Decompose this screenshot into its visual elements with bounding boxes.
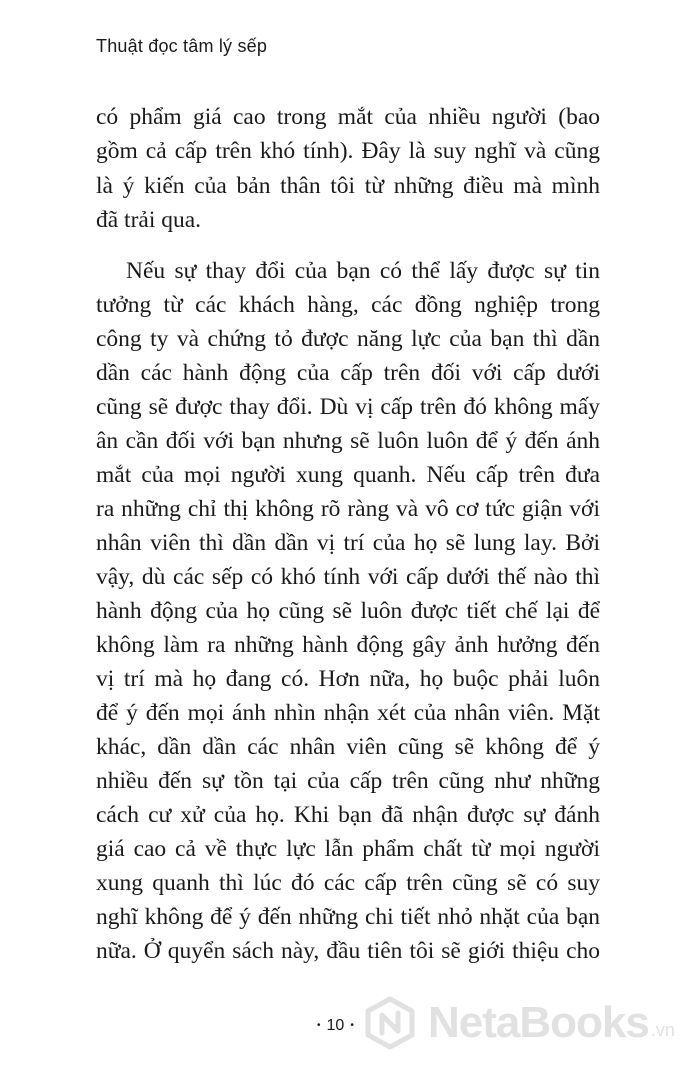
text-line: dần các hành động của cấp trên đối với cấp dưới bbox=[96, 360, 600, 386]
text-line: tưởng từ các khách hàng, các đồng nghiệp trong bbox=[96, 292, 600, 318]
text-line: nghĩ không để ý đến những chi tiết nhỏ nhặt của bạn bbox=[96, 904, 600, 930]
text-line: để ý đến mọi ánh nhìn nhận xét của nhân viên. Mặt bbox=[96, 700, 600, 726]
text-line: vậy, dù các sếp có khó tính với cấp dưới thế nào thì bbox=[96, 564, 600, 590]
text-line: vị trí mà họ đang có. Hơn nữa, họ buộc phải luôn bbox=[96, 666, 600, 692]
text-line: khác, dần dần các nhân viên cũng sẽ không để ý bbox=[96, 734, 600, 760]
text-line: nhân viên thì dần dần vị trí của họ sẽ lung lay. Bởi bbox=[96, 530, 600, 556]
text-line: đã trải qua. bbox=[96, 207, 202, 233]
text-line: Nếu sự thay đổi của bạn có thể lấy được sự tin bbox=[126, 258, 600, 284]
running-header: Thuật đọc tâm lý sếp bbox=[96, 36, 268, 56]
text-line: hành động của họ cũng sẽ luôn được tiết chế lại để bbox=[96, 598, 600, 624]
text-line: gồm cả cấp trên khó tính). Đây là suy nghĩ và cũng bbox=[96, 138, 600, 164]
text-line: nữa. Ở quyển sách này, đầu tiên tôi sẽ giới thiệu cho bbox=[96, 938, 600, 964]
text-line: không làm ra những hành động gây ảnh hưởng đến bbox=[96, 632, 600, 658]
text-line: công ty và chứng tỏ được năng lực của bạn thì dần bbox=[96, 326, 600, 352]
text-line: là ý kiến của bản thân tôi từ những điều mà mình bbox=[96, 173, 600, 199]
netabooks-logo-icon bbox=[362, 995, 418, 1051]
page-number-dot-right: • bbox=[350, 1020, 354, 1031]
text-line: ra những chỉ thị không rõ ràng và vô cơ tức giận với bbox=[96, 496, 600, 522]
text-line: ân cần đối với bạn nhưng sẽ luôn luôn để ý đến ánh bbox=[96, 428, 600, 454]
watermark bbox=[362, 995, 675, 1051]
page-number-dot-left: • bbox=[317, 1020, 321, 1031]
watermark-suffix: .vn bbox=[650, 1020, 675, 1040]
page-number-value: 10 bbox=[326, 1017, 345, 1034]
text-line: giá cao cả về thực lực lẫn phẩm chất từ mọi người bbox=[96, 836, 600, 862]
watermark-brand: NetaBooks bbox=[428, 998, 649, 1047]
page-number bbox=[317, 1017, 354, 1035]
text-line: cũng sẽ được thay đổi. Dù vị cấp trên đó không mấy bbox=[96, 394, 600, 420]
text-line: mắt của mọi người xung quanh. Nếu cấp trên đưa bbox=[96, 462, 600, 488]
text-line: nhiều đến sự tồn tại của cấp trên cũng như những bbox=[96, 768, 600, 794]
text-line: có phẩm giá cao trong mắt của nhiều người (bao bbox=[96, 104, 600, 130]
text-line: cách cư xử của họ. Khi bạn đã nhận được sự đánh bbox=[96, 802, 600, 828]
text-line: xung quanh thì lúc đó các cấp trên cũng sẽ có suy bbox=[96, 870, 600, 896]
